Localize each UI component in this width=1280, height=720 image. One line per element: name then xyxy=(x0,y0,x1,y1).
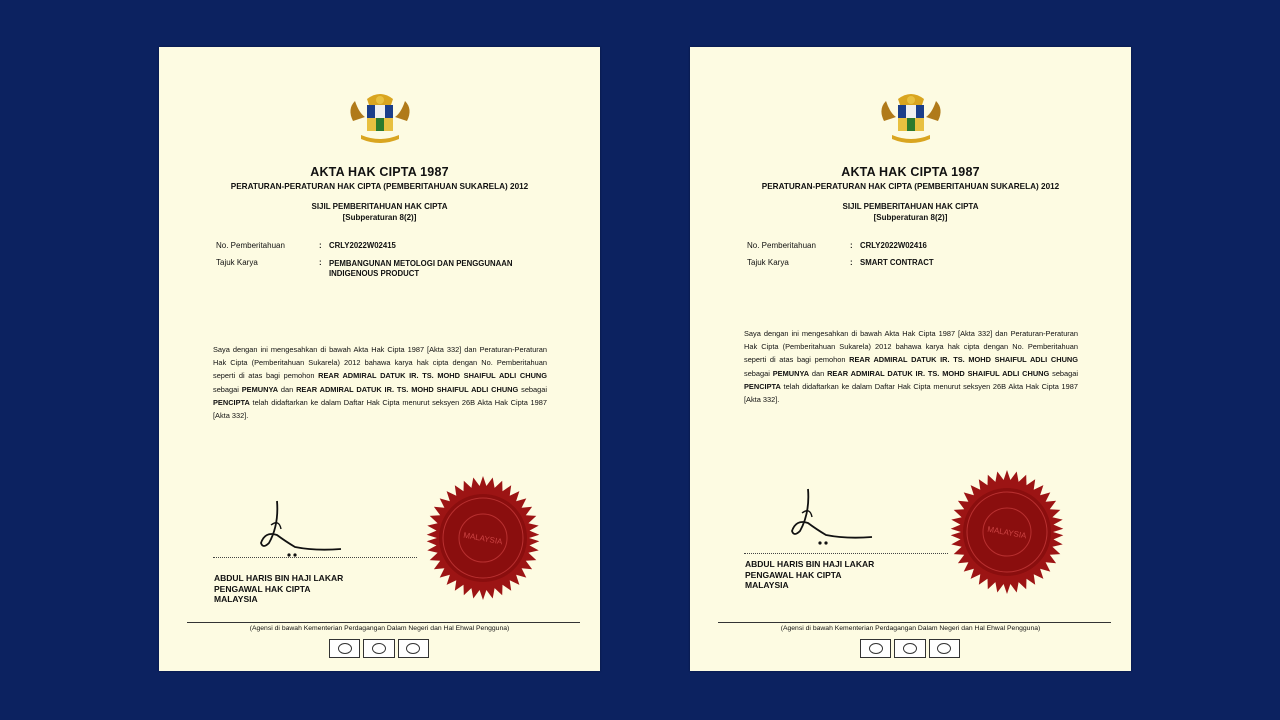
signer-block xyxy=(745,559,874,591)
agency-note: (Agensi di bawah Kementerian Perdagangan Dalam Negeri dan Hal Ehwal Pengguna) xyxy=(780,625,1041,632)
owner-role: PEMUNYA xyxy=(772,368,810,378)
footer-divider xyxy=(187,622,580,623)
creator-role: PENCIPTA xyxy=(213,397,250,407)
creator-role: PENCIPTA xyxy=(744,381,781,391)
paragraph-end: telah didaftarkan ke dalam Daftar Hak Cipta menurut seksyen 26B Akta Hak Cipta 1987 [Akta 332]. xyxy=(213,397,547,421)
red-seal xyxy=(944,469,1070,595)
certificate-type: SIJIL PEMBERITAHUAN HAK CIPTA xyxy=(842,202,979,211)
signature-line xyxy=(213,557,417,558)
signer-title: PENGAWAL HAK CIPTA xyxy=(214,583,311,594)
owner-name: REAR ADMIRAL DATUK IR. TS. MOHD SHAIFUL ADLI CHUNG xyxy=(318,371,547,381)
work-title-label: Tajuk Karya xyxy=(216,258,258,267)
notification-no-value: CRLY2022W02416 xyxy=(860,241,927,250)
signature xyxy=(255,495,347,557)
colon: : xyxy=(319,241,322,250)
work-title-value: PEMBANGUNAN METOLOGI DAN PENGGUNAAN INDIGENOUS PRODUCT xyxy=(329,259,513,278)
creator-name: REAR ADMIRAL DATUK IR. TS. MOHD SHAIFUL ADLI CHUNG xyxy=(827,368,1050,378)
certification-logos xyxy=(860,639,960,657)
certification-logo xyxy=(329,639,360,658)
red-seal xyxy=(420,475,546,601)
signer-name: ABDUL HARIS BIN HAJI LAKAR xyxy=(745,559,875,569)
certification-logos xyxy=(329,639,429,657)
certification-paragraph xyxy=(744,327,1078,406)
paragraph-end: telah didaftarkan ke dalam Daftar Hak Cipta menurut seksyen 26B Akta Hak Cipta 1987 [Akta 332]. xyxy=(744,381,1078,405)
notification-no-label: No. Pemberitahuan xyxy=(747,241,816,250)
regulations-heading: PERATURAN-PERATURAN HAK CIPTA (PEMBERITAHUAN SUKARELA) 2012 xyxy=(761,182,1060,191)
owner-name: REAR ADMIRAL DATUK IR. TS. MOHD SHAIFUL ADLI CHUNG xyxy=(849,355,1078,365)
signer-country: MALAYSIA xyxy=(214,594,258,604)
footer-divider xyxy=(718,622,1111,623)
agency-note: (Agensi di bawah Kementerian Perdagangan Dalam Negeri dan Hal Ehwal Pengguna) xyxy=(249,625,510,632)
signer-country: MALAYSIA xyxy=(745,580,789,590)
certificate-title: AKTA HAK CIPTA 1987 xyxy=(310,165,449,179)
certification-logo xyxy=(929,639,960,658)
colon: : xyxy=(319,258,322,267)
certification-logo xyxy=(363,639,394,658)
signature-line xyxy=(744,553,948,554)
signer-block xyxy=(214,573,343,605)
signer-name: ABDUL HARIS BIN HAJI LAKAR xyxy=(214,573,344,583)
signer-title: PENGAWAL HAK CIPTA xyxy=(745,569,842,580)
certificate-1 xyxy=(159,47,600,671)
paragraph-intro: Saya dengan ini mengesahkan di bawah Akta Hak Cipta 1987 [Akta 332] dan Peraturan-Peraturan Hak Cipta (Pemberitahuan Sukarela) 2012 bahawa karya hak cipta dengan No. Pemberitahuan seperti di atas bagi pemohon xyxy=(213,345,547,381)
coat-of-arms-emblem xyxy=(345,91,415,147)
colon: : xyxy=(850,241,853,250)
notification-no-value: CRLY2022W02415 xyxy=(329,241,396,250)
seal-text: MALAYSIA xyxy=(462,530,504,547)
as-word: sebagai xyxy=(1052,368,1079,378)
and-word: dan xyxy=(811,368,825,378)
as-word: sebagai xyxy=(744,368,770,378)
seal-text: MALAYSIA xyxy=(986,524,1028,541)
subregulation: [Subperaturan 8(2)] xyxy=(342,213,417,222)
creator-name: REAR ADMIRAL DATUK IR. TS. MOHD SHAIFUL ADLI CHUNG xyxy=(296,384,519,394)
certificate-type: SIJIL PEMBERITAHUAN HAK CIPTA xyxy=(311,202,448,211)
certification-paragraph xyxy=(213,343,547,422)
as-word: sebagai xyxy=(213,384,239,394)
paragraph-intro: Saya dengan ini mengesahkan di bawah Akta Hak Cipta 1987 [Akta 332] dan Peraturan-Peraturan Hak Cipta (Pemberitahuan Sukarela) 2012 bahawa karya hak cipta dengan No. Pemberitahuan seperti di atas bagi pemohon xyxy=(744,329,1078,365)
owner-role: PEMUNYA xyxy=(241,384,279,394)
certification-logo xyxy=(894,639,925,658)
regulations-heading: PERATURAN-PERATURAN HAK CIPTA (PEMBERITAHUAN SUKARELA) 2012 xyxy=(230,182,529,191)
subregulation: [Subperaturan 8(2)] xyxy=(873,213,948,222)
work-title-label: Tajuk Karya xyxy=(747,258,789,267)
certificate-2 xyxy=(690,47,1131,671)
work-title-value: SMART CONTRACT xyxy=(860,258,934,267)
colon: : xyxy=(850,258,853,267)
certificate-title: AKTA HAK CIPTA 1987 xyxy=(841,165,980,179)
as-word: sebagai xyxy=(521,384,548,394)
signature xyxy=(786,483,878,545)
coat-of-arms-emblem xyxy=(876,91,946,147)
certification-logo xyxy=(398,639,429,658)
certification-logo xyxy=(860,639,891,658)
and-word: dan xyxy=(280,384,294,394)
notification-no-label: No. Pemberitahuan xyxy=(216,241,285,250)
